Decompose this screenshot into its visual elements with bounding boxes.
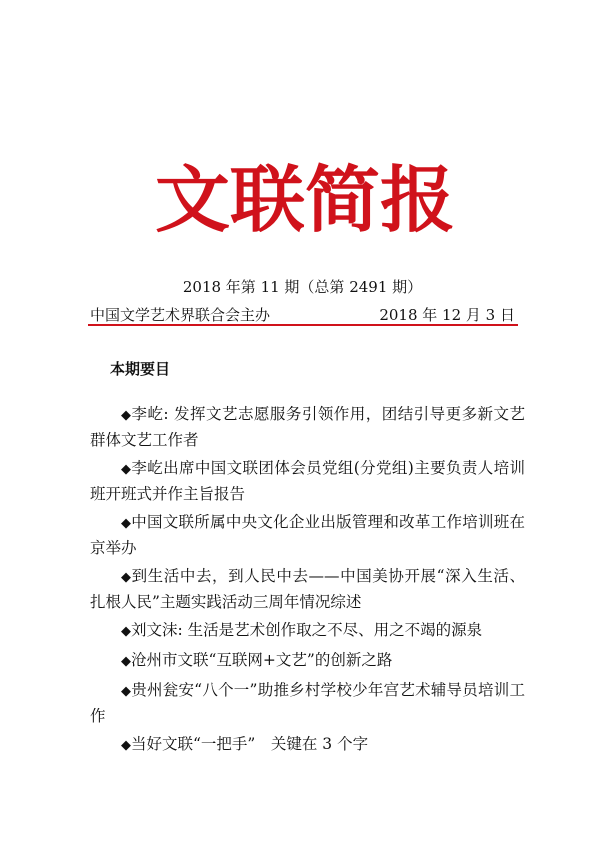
diamond-bullet-icon: ◆ (121, 624, 131, 639)
diamond-bullet-icon: ◆ (121, 654, 131, 669)
sponsor-org: 中国文学艺术界联合会主办 (90, 306, 271, 324)
toc-item-text: 沧州市文联“互联网+文艺”的创新之路 (131, 651, 393, 669)
diamond-bullet-icon: ◆ (121, 738, 131, 753)
issue-number: 2018 年第 11 期（总第 2491 期） (182, 278, 423, 296)
toc-item-text: 当好文联“一把手” 关键在 3 个字 (131, 735, 369, 753)
toc-item[interactable] (90, 456, 525, 506)
toc-item-text: 到生活中去，到人民中去——中国美协开展“深入生活、扎根人民”主题实践活动三周年情况综述 (90, 567, 525, 611)
diamond-bullet-icon: ◆ (121, 516, 132, 531)
toc-item[interactable] (90, 510, 525, 560)
toc-item-text: 贵州瓮安“八个一”助推乡村学校少年宫艺术辅导员培训工作 (90, 681, 525, 725)
toc-item[interactable] (90, 402, 525, 452)
masthead-divider (88, 324, 518, 326)
toc-item-text: 李屹出席中国文联团体会员党组(分党组)主要负责人培训班开班式并作主旨报告 (90, 459, 525, 503)
diamond-bullet-icon: ◆ (121, 408, 132, 423)
toc-list (90, 402, 525, 762)
toc-item-text: 李屹: 发挥文艺志愿服务引领作用，团结引导更多新文艺群体文艺工作者 (90, 405, 526, 449)
toc-item[interactable] (90, 678, 525, 728)
masthead-title-text: 文联简报 (155, 157, 455, 242)
diamond-bullet-icon: ◆ (121, 684, 132, 699)
sponsor-row (90, 304, 515, 324)
masthead-title (150, 150, 460, 245)
toc-heading: 本期要目 (110, 360, 171, 378)
toc-item[interactable] (90, 618, 525, 644)
toc-item[interactable] (90, 648, 525, 674)
toc-item-text: 刘文沫: 生活是艺术创作取之不尽、用之不竭的源泉 (131, 621, 483, 639)
toc-item[interactable] (90, 564, 525, 614)
toc-item[interactable] (90, 732, 525, 758)
publication-date: 2018 年 12 月 3 日 (379, 306, 515, 324)
diamond-bullet-icon: ◆ (121, 570, 132, 585)
diamond-bullet-icon: ◆ (121, 462, 132, 477)
toc-item-text: 中国文联所属中央文化企业出版管理和改革工作培训班在京举办 (90, 513, 525, 557)
